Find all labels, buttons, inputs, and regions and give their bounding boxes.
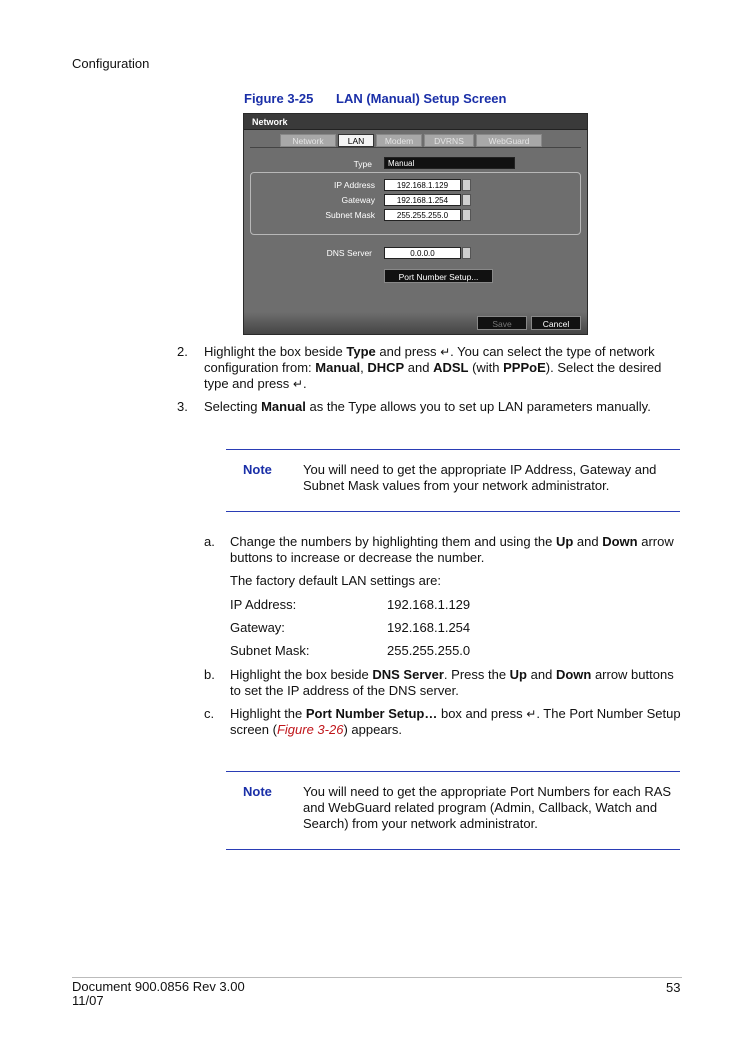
page-number: 53 [666, 980, 681, 995]
port-number-setup-button[interactable]: Port Number Setup... [384, 269, 493, 283]
gateway-spinner[interactable] [462, 194, 471, 206]
substep-letter: b. [204, 667, 215, 682]
substep-text: Highlight the Port Number Setup… box and press ↵. The Port Number Setup screen (Figure 3-26) appears. [230, 706, 681, 737]
substep-b [204, 667, 684, 699]
footer-divider [72, 977, 682, 978]
tab-lan[interactable]: LAN [338, 134, 374, 147]
tab-divider [250, 147, 581, 148]
default-key: Subnet Mask: [230, 643, 310, 658]
default-gateway-row [230, 620, 470, 635]
subnet-spinner[interactable] [462, 209, 471, 221]
note-label: Note [243, 784, 272, 799]
figure-title: LAN (Manual) Setup Screen [336, 91, 507, 106]
document-date: 11/07 [72, 993, 104, 1008]
dns-spinner[interactable] [462, 247, 471, 259]
dns-server-field[interactable]: 0.0.0.0 [384, 247, 461, 259]
document-number: Document 900.0856 Rev 3.00 [72, 979, 245, 994]
figure-cross-reference[interactable]: Figure 3-26 [276, 722, 344, 737]
ip-address-field[interactable]: 192.168.1.129 [384, 179, 461, 191]
note-box [226, 449, 680, 512]
step-2 [177, 344, 687, 392]
tab-modem[interactable]: Modem [376, 134, 422, 147]
defaults-intro: The factory default LAN settings are: [230, 573, 441, 588]
default-subnet-row [230, 643, 470, 658]
tab-dvrns[interactable]: DVRNS [424, 134, 474, 147]
figure-caption [244, 91, 506, 106]
substep-c [204, 706, 684, 738]
dns-server-label: DNS Server [326, 248, 372, 258]
lan-setup-screen [243, 113, 588, 335]
substep-text: Change the numbers by highlighting them and using the Up and Down arrow buttons to increase or decrease the number. [230, 534, 674, 565]
step-text: Selecting Manual as the Type allows you to set up LAN parameters manually. [204, 399, 651, 414]
default-value: 192.168.1.254 [387, 620, 471, 635]
running-header: Configuration [72, 56, 150, 71]
tab-bar [280, 134, 544, 148]
substep-letter: c. [204, 706, 215, 721]
subnet-mask-field[interactable]: 255.255.255.0 [384, 209, 461, 221]
substep-a [204, 534, 684, 566]
type-label: Type [353, 159, 372, 169]
enter-icon: ↵ [526, 707, 537, 721]
gateway-label: Gateway [341, 195, 375, 205]
footer-document-info [72, 980, 245, 1008]
tab-webguard[interactable]: WebGuard [476, 134, 542, 147]
step-3 [177, 399, 687, 415]
type-dropdown[interactable]: Manual [384, 157, 515, 169]
note-label: Note [243, 462, 272, 477]
step-number: 2. [177, 344, 188, 359]
default-ip-row [230, 597, 470, 612]
note-text: You will need to get the appropriate Port Numbers for each RAS and WebGuard related program (Admin, Callback, Watch and Search) from your network administrator. [303, 784, 672, 831]
enter-icon: ↵ [440, 345, 451, 359]
enter-icon: ↵ [292, 377, 303, 391]
default-value: 255.255.255.0 [387, 643, 471, 658]
step-number: 3. [177, 399, 188, 414]
window-title: Network [244, 114, 587, 130]
default-key: Gateway: [230, 620, 285, 635]
default-key: IP Address: [230, 597, 297, 612]
ip-address-label: IP Address [334, 180, 375, 190]
save-button[interactable]: Save [477, 316, 527, 330]
substep-letter: a. [204, 534, 215, 549]
subnet-mask-label: Subnet Mask [325, 210, 375, 220]
tab-network[interactable]: Network [280, 134, 336, 147]
note-text: You will need to get the appropriate IP Address, Gateway and Subnet Mask values from your network administrator. [303, 462, 657, 493]
step-text: Highlight the box beside Type and press ↵. You can select the type of network configuration from: Manual, DHCP and ADSL (with PPPoE). Select the desired type and press ↵. [204, 344, 662, 391]
gateway-field[interactable]: 192.168.1.254 [384, 194, 461, 206]
substep-text: Highlight the box beside DNS Server. Press the Up and Down arrow buttons to set the IP address of the DNS server. [230, 667, 674, 698]
cancel-button[interactable]: Cancel [531, 316, 581, 330]
ip-spinner[interactable] [462, 179, 471, 191]
note-box [226, 771, 680, 850]
default-value: 192.168.1.129 [387, 597, 471, 612]
figure-number: Figure 3-25 [244, 91, 314, 106]
